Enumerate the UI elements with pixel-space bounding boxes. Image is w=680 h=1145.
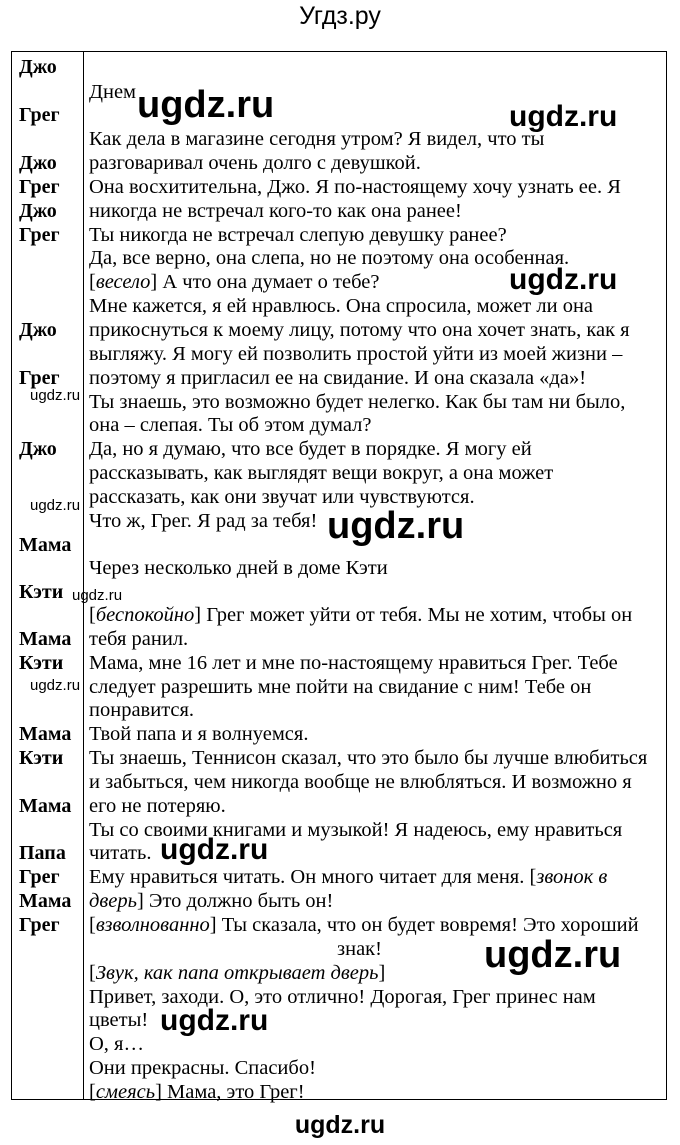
speaker-name: Грег (19, 914, 60, 936)
dialogue-line: знак! (337, 938, 382, 960)
dialogue-line: Да, но я думаю, что все будет в порядке. Я могу ей (89, 438, 532, 460)
dialogue-line: Ему нравиться читать. Он много читает для меня. [звонок в (89, 866, 608, 888)
speaker-name: Грег (19, 367, 60, 389)
dialogue-line: прикоснуться к моему лицу, потому что она хочет знать, как я (89, 319, 630, 341)
site-title: Угдз.ру (299, 2, 381, 30)
dialogue-line: рассказывать, как выглядят вещи вокруг, а она может (89, 462, 554, 484)
dialogue-line: Ты знаешь, Теннисон сказал, что это было бы лучше влюбиться (89, 747, 648, 769)
watermark: ugdz.ru (484, 934, 622, 976)
dialogue-line: дверь] Это должно быть он! (89, 890, 334, 912)
dialogue-line: цветы! (89, 1009, 149, 1031)
dialogue-line: Мама, мне 16 лет и мне по-настоящему нравиться Грег. Тебе (89, 652, 618, 674)
dialogue-line: рассказать, как они звучат или чувствуются. (89, 486, 475, 508)
column-divider (83, 51, 84, 1100)
speaker-name: Мама (19, 534, 72, 556)
speaker-name: Мама (19, 795, 72, 817)
speaker-name: Джо (19, 200, 57, 222)
speaker-name: Джо (19, 438, 57, 460)
dialogue-line: Ты никогда не встречал слепую девушку ранее? (89, 224, 507, 246)
dialogue-line: поэтому я пригласил ее на свидание. И она сказала «да»! (89, 367, 587, 389)
dialogue-line: [весело] А что она думает о тебе? (89, 271, 380, 293)
dialogue-line: тебя ранил. (89, 628, 189, 650)
dialogue-line: его не потеряю. (89, 795, 226, 817)
speaker-name: Кэти (19, 581, 64, 603)
watermark: ugdz.ru (509, 100, 618, 133)
speaker-name: Кэти (19, 652, 64, 674)
dialogue-line: Да, все верно, она слепа, но не поэтому она особенная. (89, 247, 570, 269)
dialogue-line: Ты со своими книгами и музыкой! Я надеюсь, ему нравиться (89, 819, 623, 841)
dialogue-line: Через несколько дней в доме Кэти (89, 557, 388, 579)
dialogue-line: Днем (89, 81, 137, 103)
dialogue-line: Как дела в магазине сегодня утром? Я видел, что ты (89, 128, 545, 150)
watermark: ugdz.ru (30, 677, 81, 694)
speaker-name: Джо (19, 56, 57, 78)
speaker-name: Грег (19, 866, 60, 888)
speaker-name: Кэти (19, 747, 64, 769)
speaker-name: Джо (19, 152, 57, 174)
dialogue-line: выгляжу. Я могу ей позволить простой уйти из моей жизни – (89, 343, 623, 365)
dialogue-line: [Звук, как папа открывает дверь] (89, 962, 386, 984)
dialogue-line: разговаривал очень долго с девушкой. (89, 152, 421, 174)
dialogue-line: Ты знаешь, это возможно будет нелегко. Как бы там ни было, (89, 391, 626, 413)
watermark: ugdz.ru (160, 833, 269, 866)
speaker-name: Папа (19, 842, 66, 864)
dialogue-line: [беспокойно] Грег может уйти от тебя. Мы не хотим, чтобы он (89, 604, 633, 626)
dialogue-line: Они прекрасны. Спасибо! (89, 1057, 316, 1079)
watermark: ugdz.ru (137, 84, 275, 126)
speaker-name: Грег (19, 176, 60, 198)
watermark: ugdz.ru (72, 587, 123, 604)
dialogue-line: Мне кажется, я ей нравлюсь. Она спросила, может ли она (89, 295, 594, 317)
dialogue-line: Привет, заходи. О, это отлично! Дорогая, Грег принес нам (89, 986, 596, 1008)
speaker-name: Грег (19, 104, 60, 126)
speaker-name: Грег (19, 224, 60, 246)
dialogue-line: Твой папа и я волнуемся. (89, 723, 309, 745)
dialogue-line: понравится. (89, 699, 195, 721)
dialogue-line: она – слепая. Ты об этом думал? (89, 414, 372, 436)
dialogue-line: читать. (89, 842, 152, 864)
dialogue-line: [смеясь] Мама, это Грег! (89, 1081, 305, 1103)
watermark: ugdz.ru (30, 497, 81, 514)
watermark: ugdz.ru (327, 505, 465, 547)
dialogue-line: следует разрешить мне пойти на свидание с ним! Тебе он (89, 676, 592, 698)
dialogue-line: Она восхитительна, Джо. Я по-настоящему хочу узнать ее. Я (89, 176, 621, 198)
watermark: ugdz.ru (30, 387, 81, 404)
speaker-name: Джо (19, 319, 57, 341)
speaker-name: Мама (19, 628, 72, 650)
dialogue-line: Что ж, Грег. Я рад за тебя! (89, 510, 318, 532)
dialogue-line: О, я… (89, 1033, 144, 1055)
watermark: ugdz.ru (509, 263, 618, 296)
watermark: ugdz.ru (160, 1004, 269, 1037)
dialogue-line: и забыться, чем никогда вообще не влюбляться. И возможно я (89, 771, 632, 793)
speaker-name: Мама (19, 723, 72, 745)
dialogue-line: [взволнованно] Ты сказала, что он будет вовремя! Это хороший (89, 914, 639, 936)
speaker-name: Мама (19, 890, 72, 912)
dialogue-line: никогда не встречал кого-то как она ранее! (89, 200, 462, 222)
footer-site-url: ugdz.ru (294, 1111, 386, 1139)
